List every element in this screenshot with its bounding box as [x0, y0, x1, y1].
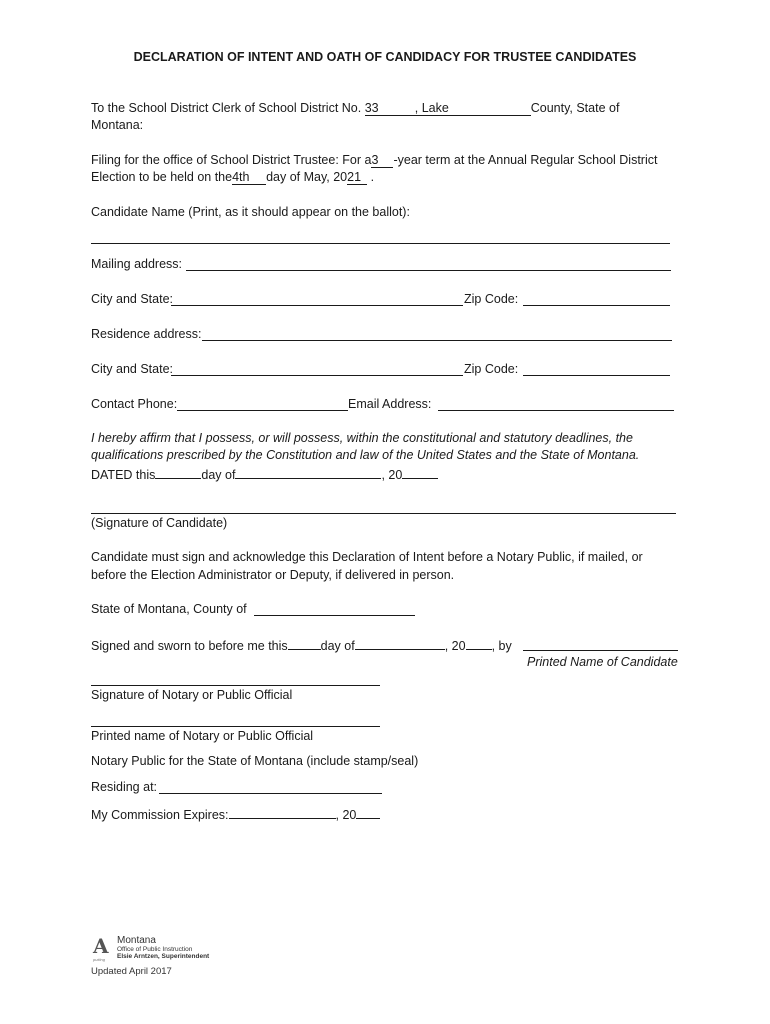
notary-public-label: Notary Public for the State of Montana (include stamp/seal): [91, 754, 419, 768]
county-of-field[interactable]: [254, 615, 415, 616]
sworn-year-prefix: , 20: [444, 639, 466, 653]
opi-logo-superintendent: Elsie Arntzen, Superintendent: [117, 953, 210, 960]
dated-year-field[interactable]: [402, 465, 438, 479]
city-state-field[interactable]: [171, 305, 463, 306]
county-field[interactable]: [415, 102, 531, 116]
updated-date: Updated April 2017: [91, 966, 172, 977]
candidate-name-field[interactable]: [91, 243, 670, 244]
dated-label: DATED this: [91, 468, 156, 482]
dated-dayof: day of: [201, 468, 236, 482]
filing-mid: -year term at the Annual Regular School District: [393, 153, 658, 167]
day-field[interactable]: [232, 171, 266, 185]
state-county-label: State of Montana, County of: [91, 602, 247, 616]
district-number-field[interactable]: [365, 102, 415, 116]
filing-prefix: Filing for the office of School District Trustee: For a: [91, 153, 372, 167]
county-value: Lake: [421, 101, 449, 115]
residence-label: Residence address:: [91, 327, 202, 341]
zip-field-2[interactable]: [523, 375, 670, 376]
dated-year-prefix: , 20: [381, 468, 403, 482]
opi-logo-office: Office of Public Instruction: [117, 946, 193, 953]
sworn-month-field[interactable]: [355, 636, 445, 650]
filing-line: [91, 152, 657, 169]
city-state-label-2: City and State:: [91, 362, 173, 376]
commission-line: [91, 805, 380, 824]
printed-name-candidate-field[interactable]: [523, 650, 678, 651]
notary-signature-field[interactable]: [91, 685, 380, 686]
address-line2: Montana:: [91, 118, 144, 132]
affirmation-line1: I hereby affirm that I possess, or will possess, within the constitutional and statutory deadlines, the: [91, 431, 633, 445]
residing-label: Residing at:: [91, 780, 158, 794]
address-line: [91, 100, 619, 117]
sworn-day-field[interactable]: [288, 636, 321, 650]
sworn-label: Signed and sworn to before me this: [91, 639, 288, 653]
commission-date-field[interactable]: [229, 805, 336, 819]
address-prefix: To the School District Clerk of School District No.: [91, 101, 362, 115]
filing-line2-prefix: Election to be held on the: [91, 170, 233, 184]
candidate-signature-field[interactable]: [91, 513, 676, 514]
candidate-name-label: Candidate Name (Print, as it should appear on the ballot):: [91, 205, 410, 219]
district-number-value: 33: [364, 101, 379, 115]
year-field[interactable]: [347, 171, 367, 185]
phone-field[interactable]: [177, 410, 348, 411]
mailing-label: Mailing address:: [91, 257, 183, 271]
opi-logo-tagline: putting: [93, 957, 106, 962]
residing-field[interactable]: [159, 793, 382, 794]
dated-day-field[interactable]: [155, 465, 201, 479]
phone-label: Contact Phone:: [91, 397, 178, 411]
day-value: 4th: [232, 170, 250, 184]
filing-line2-mid: day of May, 20: [266, 170, 348, 184]
notary-printed-name-field[interactable]: [91, 726, 380, 727]
dated-line: [91, 465, 438, 484]
dated-month-field[interactable]: [235, 465, 381, 479]
notary-printed-label: Printed name of Notary or Public Official: [91, 729, 314, 743]
email-label: Email Address:: [348, 397, 432, 411]
filing-line2: [91, 169, 374, 186]
filing-line2-end: .: [370, 170, 375, 184]
opi-logo-mark: A: [93, 934, 109, 958]
sworn-dayof: day of: [320, 639, 355, 653]
residence-address-field[interactable]: [202, 340, 672, 341]
opi-logo: [93, 936, 213, 966]
commission-label: My Commission Expires:: [91, 808, 229, 822]
signature-label: (Signature of Candidate): [91, 516, 228, 530]
printed-name-candidate-label: Printed Name of Candidate: [527, 655, 678, 669]
notary-note-line2: before the Election Administrator or Deputy, if delivered in person.: [91, 568, 455, 582]
zip-field[interactable]: [523, 305, 670, 306]
sworn-line: [91, 636, 512, 655]
city-state-field-2[interactable]: [171, 375, 463, 376]
address-suffix: County, State of: [530, 101, 620, 115]
sworn-by: , by: [491, 639, 512, 653]
mailing-address-field[interactable]: [186, 270, 671, 271]
commission-year-field[interactable]: [356, 805, 380, 819]
term-value: 3: [371, 153, 379, 167]
document-title: DECLARATION OF INTENT AND OATH OF CANDIDACY FOR TRUSTEE CANDIDATES: [133, 50, 637, 64]
term-field[interactable]: [371, 154, 393, 168]
email-field[interactable]: [438, 410, 674, 411]
sworn-year-field[interactable]: [466, 636, 492, 650]
affirmation-line2: qualifications prescribed by the Constitution and law of the United States and the State of Montana.: [91, 448, 640, 462]
comma: ,: [414, 101, 419, 115]
city-state-label: City and State:: [91, 292, 173, 306]
notary-note-line1: Candidate must sign and acknowledge this Declaration of Intent before a Notary Public, if mailed, or: [91, 550, 643, 564]
notary-signature-label: Signature of Notary or Public Official: [91, 688, 293, 702]
zip-label: Zip Code:: [464, 292, 519, 306]
zip-label-2: Zip Code:: [464, 362, 519, 376]
year-value: 21: [347, 170, 362, 184]
commission-year-prefix: , 20: [335, 808, 357, 822]
opi-logo-state: Montana: [117, 935, 156, 946]
